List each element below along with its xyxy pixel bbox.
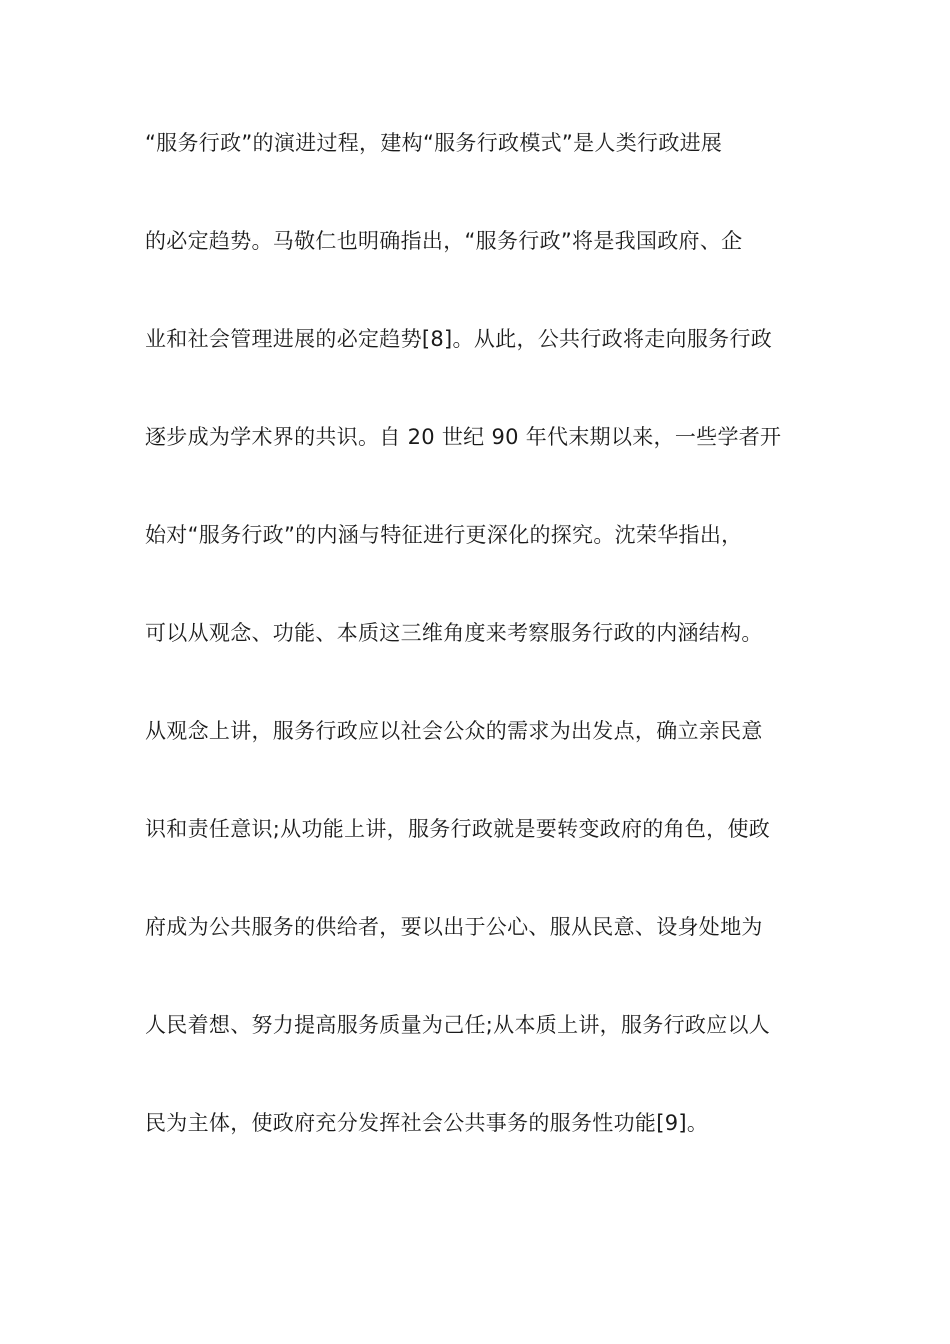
text-line: 的必定趋势。马敬仁也明确指出，“服务行政”将是我国政府、企	[145, 229, 743, 253]
text-line: 可以从观念、功能、本质这三维角度来考察服务行政的内涵结构。	[145, 621, 763, 645]
text-line: 府成为公共服务的供给者，要以出于公心、服从民意、设身处地为	[145, 915, 763, 939]
body-text	[145, 131, 825, 1135]
text-line: “服务行政”的演进过程，建构“服务行政模式”是人类行政进展	[145, 131, 723, 155]
text-line: 业和社会管理进展的必定趋势[8]。从此，公共行政将走向服务行政	[145, 327, 773, 351]
text-line: 逐步成为学术界的共识。自 20 世纪 90 年代末期以来，一些学者开	[145, 425, 782, 449]
text-line: 识和责任意识;从功能上讲，服务行政就是要转变政府的角色，使政	[145, 817, 771, 841]
text-line: 始对“服务行政”的内涵与特征进行更深化的探究。沈荣华指出，	[145, 523, 743, 547]
text-line: 民为主体，使政府充分发挥社会公共事务的服务性功能[9]。	[145, 1111, 709, 1135]
text-line: 从观念上讲，服务行政应以社会公众的需求为出发点，确立亲民意	[145, 719, 763, 743]
text-line: 人民着想、努力提高服务质量为己任;从本质上讲，服务行政应以人	[145, 1013, 771, 1037]
